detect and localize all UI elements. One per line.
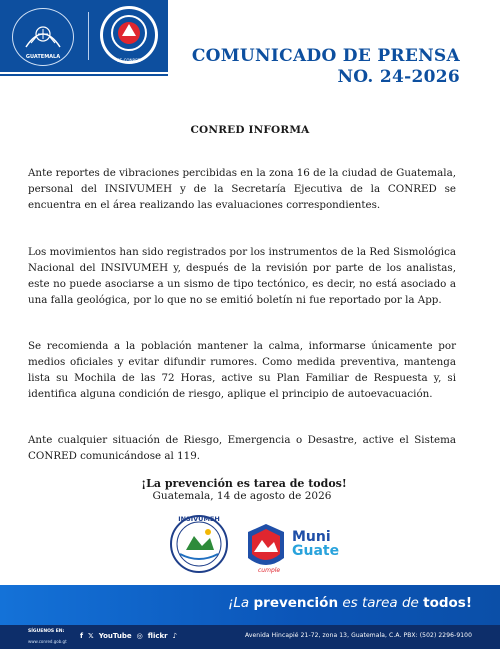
band-slogan-part1: ¡La	[228, 595, 254, 611]
muni-label-line1: Muni	[292, 529, 331, 545]
crest-label: GUATEMALA	[25, 54, 61, 60]
website-url[interactable]: www.conred.gob.gt	[28, 639, 67, 644]
footer-address: Avenida Hincapié 21-72, zona 13, Guatemala, C.A. PBX: (502) 2296-9100	[245, 632, 472, 639]
insivumeh-logo-icon	[164, 510, 234, 574]
conred-label: SE-CONRED	[117, 58, 141, 63]
prevention-slogan: ¡La prevención es tarea de todos!	[141, 477, 347, 490]
band-slogan-part4: todos!	[423, 595, 472, 611]
dateline: Guatemala, 14 de agosto de 2026	[152, 490, 332, 502]
instagram-icon[interactable]: ◎	[136, 632, 143, 640]
paragraph-1: Ante reportes de vibraciones percibidas en la zona 16 de la ciudad de Guatemala, personal del INSIVUMEH y de la Secretaría Ejecutiva de la CONRED se encuentra en el área realizando las evaluaciones correspondientes.	[28, 167, 456, 211]
press-release-number: NO. 24-2026	[337, 67, 460, 87]
follow-us-label: SÍGUENOS EN:	[28, 629, 65, 634]
press-release-title	[192, 46, 460, 88]
muni-cumple-tag: cumple	[258, 567, 281, 574]
header-underline	[0, 74, 168, 76]
insivumeh-label: INSIVUMEH	[178, 515, 220, 523]
muni-label-line2: Guate	[292, 543, 340, 559]
tiktok-icon[interactable]: ♪	[172, 632, 178, 640]
flickr-icon[interactable]: flickr	[147, 632, 168, 640]
x-twitter-icon[interactable]: 𝕏	[88, 632, 94, 640]
band-slogan-part3: es tarea de	[338, 595, 424, 611]
paragraph-3: Se recomienda a la población mantener la calma, informarse únicamente por medios oficiales y evitar difundir rumores. Como medida preventiva, mantenga lista su Mochila de las 72 Horas, active su Plan Familiar de Respuesta y, si identifica alguna condición de riesgo, aplique el principio de autoevacuación.	[28, 340, 456, 400]
facebook-icon[interactable]: f	[80, 632, 84, 640]
social-links	[80, 630, 177, 642]
band-slogan-part2: prevención	[253, 595, 339, 611]
paragraph-4: Ante cualquier situación de Riesgo, Emergencia o Desastre, active el Sistema CONRED comunicándose al 119.	[28, 434, 456, 462]
header-divider	[88, 12, 89, 60]
press-release-title-line1: COMUNICADO DE PRENSA	[191, 46, 460, 66]
crest-emblem-icon	[22, 17, 64, 53]
document-heading: CONRED INFORMA	[190, 124, 310, 136]
muni-guate-label	[292, 530, 339, 558]
conred-logo-icon	[100, 6, 158, 64]
youtube-icon[interactable]: YouTube	[98, 632, 132, 640]
paragraph-2: Los movimientos han sido registrados por los instrumentos de la Red Sismológica Nacional del INSIVUMEH y, después de la revisión por parte de los analistas, este no puede asociarse a un sismo de tipo tectónico, es decir, no está asociado a una falla geológica, por lo que no se emitió boletín ni fue reportado por la App.	[28, 246, 456, 306]
band-slogan	[228, 593, 472, 613]
